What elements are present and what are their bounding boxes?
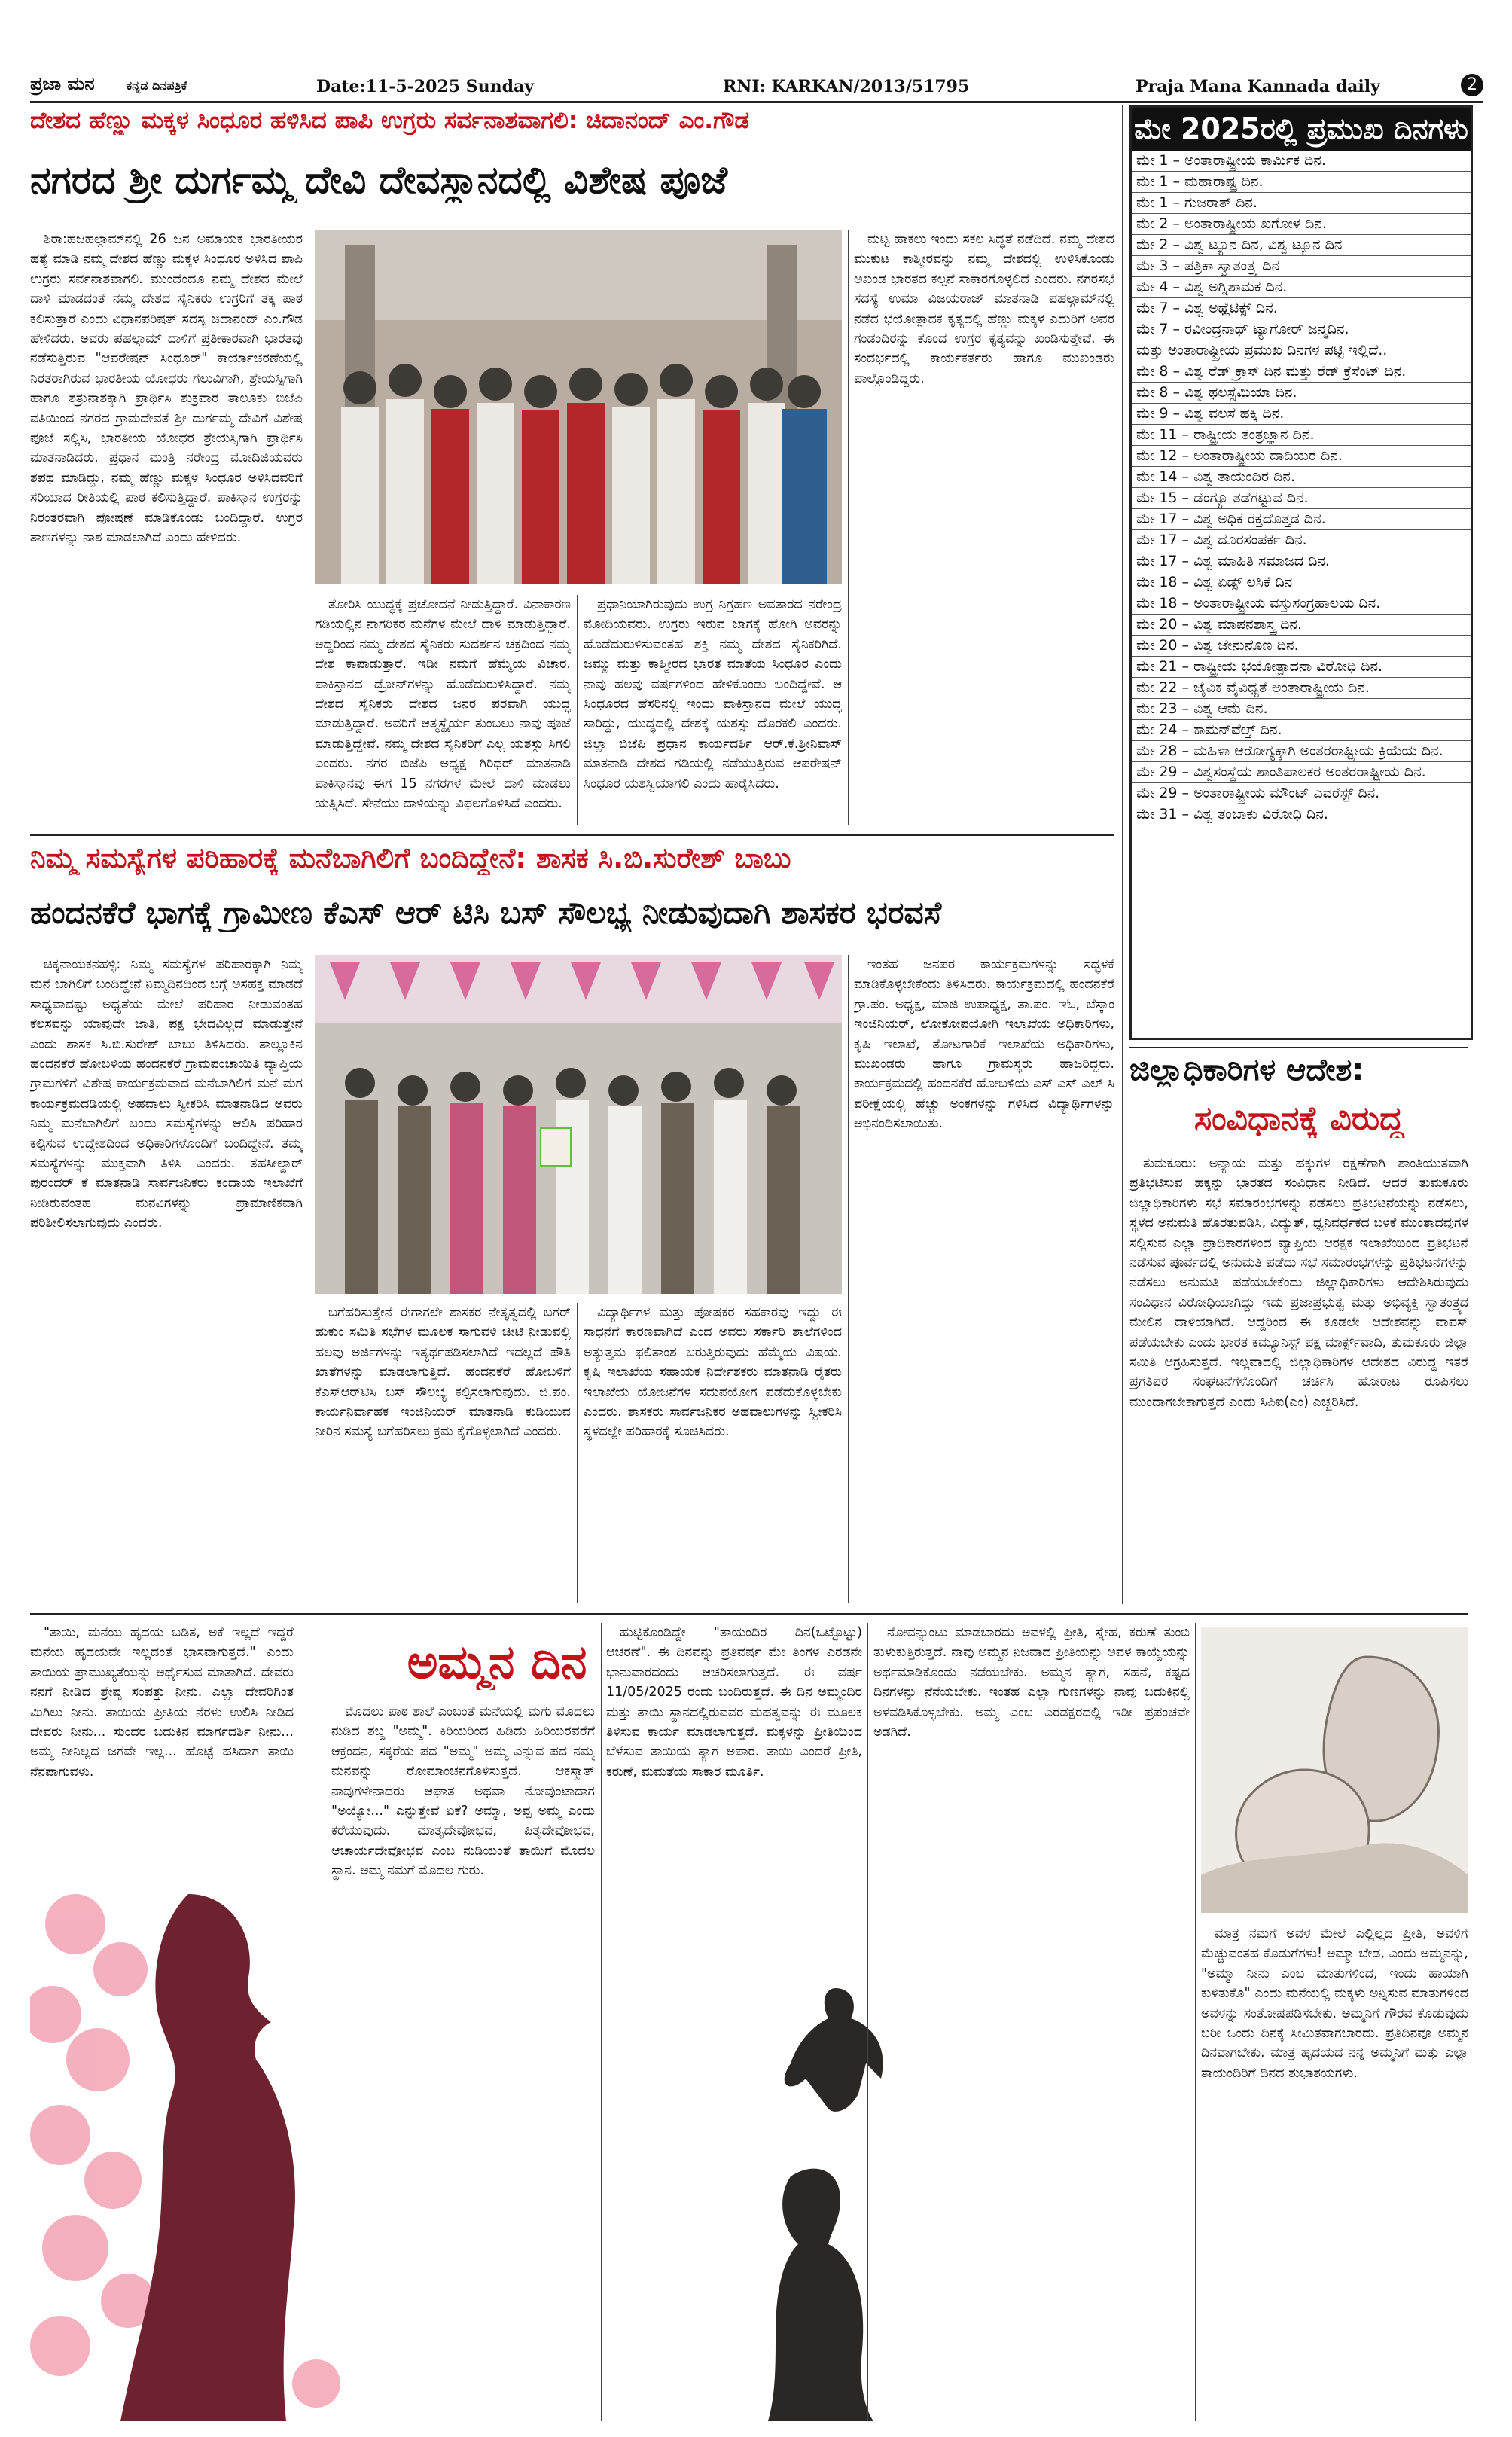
temple-crowd-photo	[315, 230, 842, 584]
masthead	[30, 72, 1483, 103]
dates-list-item: ಮೇ 15 – ಡೆಂಗ್ಯೂ ತಡೆಗಟ್ಟುವ ದಿನ.	[1132, 488, 1471, 509]
dates-list-item: ಮೇ 29 – ವಿಶ್ವಸಂಸ್ಥೆಯ ಶಾಂತಿಪಾಲಕರ ಅಂತರರಾಷ್ಟ್ರೀಯ ದಿನ.	[1132, 762, 1471, 783]
story4-col4: ನೋವನ್ನುಂಟು ಮಾಡಬಾರದು ಅವಳಲ್ಲಿ ಪ್ರೀತಿ, ಸ್ನೇಹ, ಕರುಣೆ ತುಂಬಿ ತುಳುಕುತ್ತಿರುತ್ತದೆ. ನಾವು ಅಮ್ಮನ ನಿಜವಾದ ಪ್ರೀತಿಯನ್ನು ಅವಳ ಕಾಯ್ದೆಯನ್ನು ಅರ್ಥಮಾಡಿಕೊಂಡು ನಡೆಯಬೇಕು. ಅಮ್ಮನ ತ್ಯಾಗ, ಸಹನೆ, ಕಷ್ಟದ ದಿನಗಳನ್ನು ನೆನೆಯಬೇಕು. ಇಂತಹ ಎಲ್ಲಾ ಗುಣಗಳನ್ನು ನಾವು ಬದುಕಿನಲ್ಲಿ ಅಳವಡಿಸಿಕೊಳ್ಳಬೇಕು. ಅಮ್ಮ ಎಂಬ ಎರಡಕ್ಷರದಲ್ಲಿ ಇಡೀ ಪ್ರಪಂಚವೇ ಅಡಗಿದೆ.	[873, 1625, 1190, 1740]
dates-box-title: ಮೇ 2025ರಲ್ಲಿ ಪ್ರಮುಖ ದಿನಗಳು	[1132, 108, 1471, 151]
story2-headline: ಹಂದನಕೆರೆ ಭಾಗಕ್ಕೆ ಗ್ರಾಮೀಣ ಕೆಎಸ್ ಆರ್ ಟಿಸಿ ಬಸ್ ಸೌಲಭ್ಯ ನೀಡುವುದಾಗಿ ಶಾಸಕರ ಭರವಸೆ	[30, 895, 942, 931]
story2-col2: ಬಗೆಹರಿಸುತ್ತೇನೆ ಈಗಾಗಲೇ ಶಾಸಕರ ನೇತೃತ್ವದಲ್ಲಿ ಬಗರ್ ಹುಕುಂ ಸಮಿತಿ ಸಭೆಗಳ ಮೂಲಕ ಸಾಗುವಳಿ ಚೀಟಿ ನೀಡುವಲ್ಲಿ ಹಲವು ಅರ್ಜಿಗಳನ್ನು ಇತ್ಯರ್ಥಪಡಿಸಲಾಗಿದೆ ಇದಲ್ಲದೆ ಪೌತಿ ಖಾತೆಗಳನ್ನು ಮಾಡಲಾಗುತ್ತಿದೆ. ಹಂದನಕೆರೆ ಹೋಬಳಿಗೆ ಕೆಎಸ್‌ಆರ್‌ಟಿಸಿ ಬಸ್ ಸೌಲಭ್ಯ ಕಲ್ಪಿಸಲಾಗುವುದು. ಜಿ.ಪಂ. ಕಾರ್ಯನಿರ್ವಾಹಕ ಇಂಜಿನಿಯರ್ ಮಾತನಾಡಿ ಕುಡಿಯುವ ನೀರಿನ ಸಮಸ್ಯೆ ಬಗೆಹರಿಸಲು ಕ್ರಮ ಕೈಗೊಳ್ಳಲಾಗಿದೆ ಎಂದರು.	[315, 1305, 571, 1440]
divider	[30, 1613, 1468, 1615]
story1-col4: ಮಟ್ಟ ಹಾಕಲು ಇಂದು ಸಕಲ ಸಿದ್ಧತೆ ನಡೆದಿದೆ. ನಮ್ಮ ದೇಶದ ಮುಕುಟ ಕಾಶ್ಮೀರವನ್ನು ನಮ್ಮ ದೇಶದಲ್ಲಿ ಉಳಿಸಿಕೊಂಡು ಅಖಂಡ ಭಾರತದ ಕಲ್ಪನೆ ಸಾಕಾರಗೊಳ್ಳಲಿದೆ ಎಂದರು. ನಗರಸಭೆ ಸದಸ್ಯೆ ಉಮಾ ವಿಜಯರಾಜ್ ಮಾತನಾಡಿ ಪಹಲ್ಗಾಮ್‌ನಲ್ಲಿ ನಡೆದ ಭಯೋತ್ಪಾದಕ ಕೃತ್ಯದಲ್ಲಿ ಹೆಣ್ಣು ಮಕ್ಕಳ ಎದುರಿಗೆ ಅವರ ಗಂಡಂದಿರನ್ನು ಕೊಂದ ಉಗ್ರರ ಕೃತ್ಯವನ್ನು ಖಂಡಿಸುತ್ತೇವೆ. ಈ ಸಂದರ್ಭದಲ್ಲಿ ಕಾರ್ಯಕರ್ತರು ಹಾಗೂ ಮುಖಂಡರು ಪಾಲ್ಗೊಂಡಿದ್ದರು.	[854, 232, 1114, 386]
divider	[30, 834, 1114, 836]
story1-headline: ನಗರದ ಶ್ರೀ ದುರ್ಗಮ್ಮ ದೇವಿ ದೇವಸ್ಥಾನದಲ್ಲಿ ವಿಶೇಷ ಪೂಜೆ	[30, 158, 727, 202]
dates-list-item: ಮೇ 17 – ವಿಶ್ವ ಅಧಿಕ ರಕ್ತದೊತ್ತಡ ದಿನ.	[1132, 509, 1471, 530]
column-rule	[1195, 1623, 1196, 2421]
dates-list-item: ಮೇ 14 – ವಿಶ್ವ ತಾಯಂದಿರ ದಿನ.	[1132, 467, 1471, 488]
column-rule	[867, 1623, 868, 2421]
story2-col3: ವಿದ್ಯಾರ್ಥಿಗಳ ಮತ್ತು ಪೋಷಕರ ಸಹಕಾರವು ಇದ್ದು ಈ ಸಾಧನೆಗೆ ಕಾರಣವಾಗಿದೆ ಎಂದ ಅವರು ಸರ್ಕಾರಿ ಶಾಲೆಗಳಿಂದ ಅತ್ಯುತ್ತಮ ಫಲಿತಾಂಶ ಬರುತ್ತಿರುವುದು ಹೆಮ್ಮೆಯ ವಿಷಯ. ಕೃಷಿ ಇಲಾಖೆಯ ಸಹಾಯಕ ನಿರ್ದೇಶಕರು ಮಾತನಾಡಿ ರೈತರು ಇಲಾಖೆಯ ಯೋಜನೆಗಳ ಸದುಪಯೋಗ ಪಡೆದುಕೊಳ್ಳಬೇಕು ಎಂದರು. ಶಾಸಕರು ಸಾರ್ವಜನಿಕರ ಅಹವಾಲುಗಳನ್ನು ಸ್ವೀಕರಿಸಿ ಸ್ಥಳದಲ್ಲೇ ಪರಿಹಾರಕ್ಕೆ ಸೂಚಿಸಿದರು.	[584, 1305, 842, 1440]
dates-list-item: ಮೇ 21 – ರಾಷ್ಟ್ರೀಯ ಭಯೋತ್ಪಾದನಾ ವಿರೋಧಿ ದಿನ.	[1132, 657, 1471, 678]
dates-list-item: ಮತ್ತು ಅಂತಾರಾಷ್ಟ್ರೀಯ ಪ್ರಮುಖ ದಿನಗಳ ಪಟ್ಟಿ ಇಲ್ಲಿದೆ..	[1132, 340, 1471, 361]
story2-kicker: ನಿಮ್ಮ ಸಮಸ್ಯೆಗಳ ಪರಿಹಾರಕ್ಕೆ ಮನೆಬಾಗಿಲಿಗೆ ಬಂದಿದ್ದೇನೆ: ಶಾಸಕ ಸಿ.ಬಿ.ಸುರೇಶ್ ಬಾಬು	[30, 842, 791, 874]
story1-kicker: ದೇಶದ ಹೆಣ್ಣು ಮಕ್ಕಳ ಸಿಂಧೂರ ಹಳಿಸಿದ ಪಾಪಿ ಉಗ್ರರು ಸರ್ವನಾಶವಾಗಲಿ: ಚಿದಾನಂದ್ ಎಂ.ಗೌಡ	[30, 107, 750, 134]
dates-list-item: ಮೇ 11 – ರಾಷ್ಟ್ರೀಯ ತಂತ್ರಜ್ಞಾನ ದಿನ.	[1132, 425, 1471, 446]
masthead-date: Date:11-5-2025 Sunday	[316, 77, 534, 96]
column-rule	[577, 1303, 578, 1603]
dates-list-item: ಮೇ 3 – ಪತ್ರಿಕಾ ಸ್ವಾತಂತ್ರ್ಯ ದಿನ	[1132, 256, 1471, 277]
divider	[1129, 1047, 1468, 1048]
dates-list-item: ಮೇ 22 – ಜೈವಿಕ ವೈವಿಧ್ಯತೆ ಅಂತಾರಾಷ್ಟ್ರೀಯ ದಿನ.	[1132, 678, 1471, 699]
story4-col3: ಹುಟ್ಟಿಕೊಂಡಿದ್ದೇ "ತಾಯಂದಿರ ದಿನ(ಒಟ್ಟೊಟ್ಟು) ಆಚರಣೆ". ಈ ದಿನವನ್ನು ಪ್ರತಿವರ್ಷ ಮೇ ತಿಂಗಳ ಎರಡನೇ ಭಾನುವಾರದಂದು ಆಚರಿಸಲಾಗುತ್ತದೆ. ಈ ವರ್ಷ 11/05/2025 ರಂದು ಬಂದಿರುತ್ತದೆ. ಈ ದಿನ ಅಮ್ಮಂದಿರ ಮತ್ತು ತಾಯಿ ಸ್ಥಾನದಲ್ಲಿರುವವರ ಮಹತ್ವವನ್ನು ಈ ಮೂಲಕ ತಿಳಿಸುವ ಕಾರ್ಯ ಮಾಡಲಾಗುತ್ತದೆ. ಮಕ್ಕಳನ್ನು ಪ್ರೀತಿಯಿಂದ ಬೆಳೆಸುವ ತಾಯಿಯ ತ್ಯಾಗ ಅಪಾರ. ತಾಯಿ ಎಂದರೆ ಪ್ರೀತಿ, ಕರುಣೆ, ಮಮತೆಯ ಸಾಕಾರ ಮೂರ್ತಿ.	[606, 1625, 862, 1780]
story3-body: ತುಮಕೂರು: ಅನ್ಯಾಯ ಮತ್ತು ಹಕ್ಕುಗಳ ರಕ್ಷಣೆಗಾಗಿ ಶಾಂತಿಯುತವಾಗಿ ಪ್ರತಿಭಟಿಸುವ ಹಕ್ಕನ್ನು ಭಾರತದ ಸಂವಿಧಾನ ನೀಡಿದೆ. ಆದರೆ ತುಮಕೂರು ಜಿಲ್ಲಾಧಿಕಾರಿಗಳು ಸಭೆ ಸಮಾರಂಭಗಳನ್ನು ನಡೆಸಲು ಪ್ರತಿಭಟನೆಯನ್ನು ನಡೆಸಲು, ಸ್ಥಳದ ಅನುಮತಿ ಹೊರತುಪಡಿಸಿ, ವಿದ್ಯುತ್, ಧ್ವನಿವರ್ಧಕದ ಬಳಕೆ ಮುಂತಾದವುಗಳ ಸಲ್ಲಿಸುವ ಎಲ್ಲಾ ಪ್ರಾಧಿಕಾರಗಳಿಂದ ವ್ಯಾಪ್ತಿಯ ಆರಕ್ಷಕ ಇಲಾಖೆಯಿಂದ ಪ್ರತಿಭಟನೆ ನಡೆಸುವ ಪೂರ್ವದಲ್ಲಿ ಅನುಮತಿ ಪಡೆದು ಸಭೆ ಸಮಾರಂಭಗಳನ್ನು ಪ್ರತಿಭಟನೆಗಳನ್ನು ನಡೆಸಲು ಅನುಮತಿ ಪಡೆಯಬೇಕೆಂದು ಜಿಲ್ಲಾಧಿಕಾರಿಗಳು ಆದೇಶಿಸಿರುವುದು ಸಂವಿಧಾನ ವಿರೋಧಿಯಾಗಿದ್ದು ಇದು ಪ್ರಜಾಪ್ರಭುತ್ವ ಮತ್ತು ಅಭಿವ್ಯಕ್ತಿ ಸ್ವಾತಂತ್ರ್ಯದ ಮೇಲಿನ ದಾಳಿಯಾಗಿದೆ. ಆದ್ದರಿಂದ ಈ ಕೂಡಲೇ ಆದೇಶವನ್ನು ವಾಪಸ್ ಪಡೆಯಬೇಕು ಎಂದು ಭಾರತ ಕಮ್ಯೂನಿಸ್ಟ್ ಪಕ್ಷ ಮಾರ್ಕ್ಸ್‌ವಾದಿ, ತುಮಕೂರು ಜಿಲ್ಲಾ ಸಮಿತಿ ಆಗ್ರಹಿಸುತ್ತದೆ. ಇಲ್ಲವಾದಲ್ಲಿ ಜಿಲ್ಲಾಧಿಕಾರಿಗಳ ಆದೇಶದ ವಿರುದ್ಧ ಇತರೆ ಪ್ರಗತಿಪರ ಸಂಘಟನೆಗಳೊಂದಿಗೆ ಚರ್ಚಿಸಿ ಹೋರಾಟ ರೂಪಿಸಲು ಮುಂದಾಗಬೇಕಾಗುತ್ತದೆ ಎಂದು ಸಿಪಿಐ(ಎಂ) ಎಚ್ಚರಿಸಿದೆ.	[1129, 1156, 1468, 1410]
dates-list	[1132, 151, 1471, 825]
dates-list-item: ಮೇ 23 – ವಿಶ್ವ ಆಮೆ ದಿನ.	[1132, 699, 1471, 720]
dates-list-item: ಮೇ 7 – ರವೀಂದ್ರನಾಥ್ ಟ್ಯಾಗೋರ್ ಜನ್ಮದಿನ.	[1132, 319, 1471, 340]
story3-headline: ಜಿಲ್ಲಾಧಿಕಾರಿಗಳ ಆದೇಶ:	[1129, 1053, 1364, 1087]
dates-list-item: ಮೇ 4 – ವಿಶ್ವ ಅಗ್ನಿಶಾಮಕ ದಿನ.	[1132, 277, 1471, 298]
masthead-rni: RNI: KARKAN/2013/51795	[723, 77, 970, 96]
dates-list-item: ಮೇ 2 – ವಿಶ್ವ ಟ್ಯೂನ ದಿನ, ವಿಶ್ವ ಟ್ಯೂನ ದಿನ	[1132, 235, 1471, 256]
dates-list-item: ಮೇ 1 – ಅಂತಾರಾಷ್ಟ್ರೀಯ ಕಾರ್ಮಿಕ ದಿನ.	[1132, 151, 1471, 172]
story2-col1: ಚಿಕ್ಕನಾಯಕನಹಳ್ಳಿ: ನಿಮ್ಮ ಸಮಸ್ಯೆಗಳ ಪರಿಹಾರಕ್ಕಾಗಿ ನಿಮ್ಮ ಮನೆ ಬಾಗಿಲಿಗೆ ಬಂದಿದ್ದೇನೆ ನಿಮ್ಮದಿನದಿಂದ ಬಗ್ಗೆ ಅಸಹಕ್ತ ಮಾಡದೆ ಸಾಧ್ಯವಾದಷ್ಟು ಅಧ್ಯತೆಯ ಮೇಲೆ ಪರಿಹಾರ ನೀಡುವಂತಹ ಕೆಲಸವನ್ನು ಯಾವುದೇ ಜಾತಿ, ಪಕ್ಷ ಭೇದವಿಲ್ಲದೆ ಮಾಡುತ್ತೇನೆ ಎಂದು ಶಾಸಕ ಸಿ.ಬಿ.ಸುರೇಶ್ ಬಾಬು ತಿಳಿಸಿದರು. ತಾಲ್ಲೂಕಿನ ಹಂದನಕೆರೆ ಹೋಬಳಿಯ ಹಂದನಕೆರೆ ಗ್ರಾಮಪಂಚಾಯಿತಿ ವ್ಯಾಪ್ತಿಯ ಗ್ರಾಮಗಳಿಗೆ ವಿಶೇಷ ಕಾರ್ಯಕ್ರಮವಾದ ಮನೆಬಾಗಿಲಿಗೆ ಮನೆ ಮಗ ಕಾರ್ಯಕ್ರಮದಡಿಯಲ್ಲಿ ಅಹವಾಲು ಸ್ವೀಕರಿಸಿ ಮಾತನಾಡಿದ ಅವರು ನಿಮ್ಮ ಮನೆಬಾಗಿಲಿಗೆ ಬಂದು ಸಮಸ್ಯೆಗಳನ್ನು ಆಲಿಸಿ ಪರಿಹಾರ ಕಲ್ಪಿಸುವ ಉದ್ದೇಶದಿಂದ ಅಧಿಕಾರಿಗಳೊಂದಿಗೆ ಬಂದಿದ್ದೇನೆ. ತಮ್ಮ ಸಮಸ್ಯೆಗಳನ್ನು ಮುಕ್ತವಾಗಿ ತಿಳಿಸಿ ಎಂದರು. ತಹಸೀಲ್ದಾರ್ ಪುರಂದರ್ ಕೆ ಮಾತನಾಡಿ ಸಾರ್ವಜನಿಕರು ಕಂದಾಯ ಇಲಾಖೆಗೆ ನೀಡಿರುವಂತಹ ಮನವಿಗಳನ್ನು ಪ್ರಾಮಾಣಿಕವಾಗಿ ಪರಿಶೀಲಿಸಲಾಗುವುದು ಎಂದರು.	[30, 957, 303, 1231]
page-number: 2	[1461, 74, 1483, 96]
mother-baby-sketch-illustration	[1201, 1627, 1468, 1913]
story4-col5: ಮಾತ್ರ ನಮಗೆ ಅವಳ ಮೇಲೆ ಎಲ್ಲಿಲ್ಲದ ಪ್ರೀತಿ, ಅವಳಿಗೆ ಮೆಚ್ಚುವಂತಹ ಕೊಡುಗೆಗಳು! ಅಮ್ಮಾ ಬೇಡ, ಎಂದು ಅಮ್ಮನನ್ನು, "ಅಮ್ಮಾ ನೀನು ಎಂಬ ಮಾತುಗಳಿಂದ, ಇಂದು ಹಾಯಾಗಿ ಕುಳಿತುಕೊ" ಎಂದು ಮನೆಯಲ್ಲಿ ಮಕ್ಕಳು ಅನ್ನಿಸುವ ಮಾತುಗಳಿಂದ ಅವಳನ್ನು ಸಂತೋಷಪಡಿಸಬೇಕು. ಅಮ್ಮನಿಗೆ ಗೌರವ ಕೊಡುವುದು ಬರೀ ಒಂದು ದಿನಕ್ಕೆ ಸೀಮಿತವಾಗಬಾರದು. ಪ್ರತಿದಿನವೂ ಅಮ್ಮನ ದಿನವಾಗಬೇಕು. ಮಾತ್ರ ಹೃದಯದ ನನ್ನ ಅಮ್ಮನಿಗೆ ಮತ್ತು ಎಲ್ಲಾ ತಾಯಂದಿರಿಗೆ ದಿನದ ಶುಭಾಶಯಗಳು.	[1201, 1926, 1468, 2081]
masthead-logo: ಪ್ರಜಾ ಮನ	[30, 72, 95, 94]
column-rule	[601, 1623, 602, 2421]
story2-photo	[315, 955, 842, 1294]
story4-headline: ಅಮ್ಮನ ದಿನ	[407, 1634, 587, 1689]
masthead-paper-name: Praja Mana Kannada daily	[1136, 77, 1380, 96]
dates-box	[1129, 105, 1473, 1040]
dates-list-item: ಮೇ 8 – ವಿಶ್ವ ರೆಡ್ ಕ್ರಾಸ್ ದಿನ ಮತ್ತು ರೆಡ್ ಕ್ರೆಸೆಂಟ್ ದಿನ.	[1132, 361, 1471, 383]
dates-list-item: ಮೇ 28 – ಮಹಿಳಾ ಆರೋಗ್ಯಕ್ಕಾಗಿ ಅಂತರರಾಷ್ಟ್ರೀಯ ಕ್ರಿಯೆಯ ದಿನ.	[1132, 741, 1471, 762]
story4-photo	[1201, 1627, 1468, 1913]
felicitation-stage-photo	[315, 955, 842, 1294]
story1-col2: ತೋರಿಸಿ ಯುದ್ಧಕ್ಕೆ ಪ್ರಚೋದನೆ ನೀಡುತ್ತಿದ್ದಾರೆ. ವಿನಾಕಾರಣ ಗಡಿಯಲ್ಲಿನ ನಾಗರಿಕರ ಮನೆಗಳ ಮೇಲೆ ದಾಳಿ ಮಾಡುತ್ತಿದ್ದಾರೆ. ಅದ್ದರಿಂದ ನಮ್ಮ ದೇಶದ ಸೈನಿಕರು ಸುದರ್ಶನ ಚಕ್ರದಿಂದ ನಮ್ಮ ದೇಶ ಕಾಪಾಡುತ್ತಾರೆ. ಇಡೀ ನಮಗೆ ಹೆಮ್ಮೆಯ ವಿಚಾರ. ಪಾಕಿಸ್ತಾನದ ಡ್ರೋನ್‌ಗಳನ್ನು ಹೊಡೆದುರುಳಿಸಿದ್ದಾರೆ. ನಮ್ಮ ದೇಶದ ಸೈನಿಕರು ದೇಶದ ಜನರ ಪರವಾಗಿ ಯುದ್ಧ ಮಾಡುತ್ತಿದ್ದಾರೆ. ಅವರಿಗೆ ಆತ್ಮಸ್ಥೈರ್ಯ ತುಂಬಲು ನಾವು ಪೂಜೆ ಮಾಡುತ್ತಿದ್ದೇವೆ. ನಮ್ಮ ದೇಶದ ಸೈನಿಕರಿಗೆ ಎಲ್ಲ ಯಶಸ್ಸು ಸಿಗಲಿ ಎಂದರು. ನಗರ ಬಿಜೆಪಿ ಅಧ್ಯಕ್ಷ ಗಿರಿಧರ್ ಮಾತನಾಡಿ ಪಾಕಿಸ್ತಾನವು ಈಗ 15 ನಗರಗಳ ಮೇಲೆ ದಾಳಿ ಮಾಡಲು ಯತ್ನಿಸಿದೆ. ಸೇನೆಯು ದಾಳಿಯನ್ನು ವಿಫಲಗೊಳಿಸಿದೆ ಎಂದರು.	[315, 597, 571, 812]
story4-col2: ಮೊದಲು ಪಾಠ ಶಾಲೆ ಎಂಬಂತೆ ಮನೆಯಲ್ಲಿ ಮಗು ಮೊದಲು ನುಡಿದ ಶಬ್ದ "ಅಮ್ಮ". ಕಿರಿಯರಿಂದ ಹಿಡಿದು ಹಿರಿಯರವರೆಗೆ ಆಕ್ರಂದನ, ಸಕ್ಕರೆಯ ಪದ "ಅಮ್ಮ" ಅಮ್ಮ ಎನ್ನುವ ಪದ ನಮ್ಮ ಮನವನ್ನು ರೋಮಾಂಚನಗೊಳಿಸುತ್ತದೆ. ಆಕಸ್ಮಾತ್ ನಾವುಗಳೇನಾದರು ಆಘಾತ ಅಥವಾ ನೋವುಂಟಾದಾಗ "ಅಯ್ಯೋ..." ಎನ್ನುತ್ತೇವೆ ಏಕೆ? ಅಮ್ಮಾ, ಅಪ್ಪ ಅಮ್ಮ ಎಂದು ಕರೆಯುವುದು. ಮಾತೃದೇವೋಭವ, ಪಿತೃದೇವೋಭವ, ಆಚಾರ್ಯದೇವೋಭವ ಎಂಬ ನುಡಿಯಂತೆ ತಾಯಿಗೆ ಮೊದಲ ಸ್ಥಾನ. ಅಮ್ಮ ನಮಗೆ ಮೊದಲ ಗುರು.	[331, 1704, 595, 1879]
dates-list-item: ಮೇ 2 – ಅಂತಾರಾಷ್ಟ್ರೀಯ ಖಗೋಳ ದಿನ.	[1132, 214, 1471, 235]
column-rule	[577, 595, 578, 825]
dates-list-item: ಮೇ 12 – ಅಂತಾರಾಷ್ಟ್ರೀಯ ದಾದಿಯರ ದಿನ.	[1132, 446, 1471, 467]
dates-list-item: ಮೇ 17 – ವಿಶ್ವ ದೂರಸಂಪರ್ಕ ದಿನ.	[1132, 530, 1471, 551]
dates-list-item: ಮೇ 8 – ವಿಶ್ವ ಥಲಸ್ಸೆಮಿಯಾ ದಿನ.	[1132, 383, 1471, 404]
dates-list-item: ಮೇ 18 – ವಿಶ್ವ ಏಡ್ಸ್ ಲಸಿಕೆ ದಿನ	[1132, 572, 1471, 593]
dates-list-item: ಮೇ 9 – ವಿಶ್ವ ವಲಸೆ ಹಕ್ಕಿ ದಿನ.	[1132, 404, 1471, 425]
column-rule	[848, 230, 849, 825]
column-rule	[1122, 105, 1123, 1604]
story1-col3: ಪ್ರಧಾನಿಯಾಗಿರುವುದು ಉಗ್ರ ನಿಗ್ರಹಣ ಅವತಾರದ ನರೇಂದ್ರ ಮೋದಿಯವರು. ಉಗ್ರರು ಇರುವ ಜಾಗಕ್ಕೆ ಹೋಗಿ ಅವರನ್ನು ಹೊಡೆದುರುಳಿಸುವಂತಹ ಶಕ್ತಿ ನಮ್ಮ ದೇಶದ ಸೈನಿಕರಿಗಿದೆ. ಜಮ್ಮು ಮತ್ತು ಕಾಶ್ಮೀರದ ಭಾರತ ಮಾತೆಯ ಸಿಂಧೂರ ಎಂದು ನಾವು ಹಲವು ವರ್ಷಗಳಿಂದ ಹೇಳಿಕೊಂಡು ಬಂದಿದ್ದೇವೆ. ಆ ಸಿಂಧೂರದ ಹೆಸರಿನಲ್ಲಿ ಇಂದು ಪಾಕಿಸ್ತಾನದ ಮೇಲೆ ಯುದ್ಧ ಸಾರಿದ್ದು, ಯುದ್ಧದಲ್ಲಿ ದೇಶಕ್ಕೆ ಯಶಸ್ಸು ದೊರಕಲಿ ಎಂದರು. ಜಿಲ್ಲಾ ಬಿಜೆಪಿ ಪ್ರಧಾನ ಕಾರ್ಯದರ್ಶಿ ಆರ್.ಕೆ.ಶ್ರೀನಿವಾಸ್ ಮಾತನಾಡಿ ದೇಶದ ಗಡಿಯಲ್ಲಿ ನಡೆಯುತ್ತಿರುವ ಆಪರೇಷನ್ ಸಿಂಧೂರ ಯಶಸ್ವಿಯಾಗಲಿ ಎಂದು ಹಾರೈಸಿದರು.	[584, 597, 842, 791]
dates-list-item: ಮೇ 20 – ವಿಶ್ವ ಮಾಪನಶಾಸ್ತ್ರ ದಿನ.	[1132, 615, 1471, 636]
story4-col1: "ತಾಯಿ, ಮನೆಯ ಹೃದಯ ಬಡಿತ, ಅಕೆ ಇಲ್ಲದೆ ಇದ್ದರೆ ಮನೆಯ ಹೃದಯವೇ ಇಲ್ಲದಂತೆ ಭಾಸವಾಗುತ್ತದೆ." ಎಂದು ತಾಯಿಯ ಪ್ರಾಮುಖ್ಯತೆಯನ್ನು ಅರ್ಥೈಸುವ ಮಾತಾಗಿದೆ. ದೇವರು ನನಗೆ ನೀಡಿದ ಶ್ರೇಷ್ಠ ಸಂಪತ್ತು ನೀನು. ಎಲ್ಲಾ ದೇವರಿಗಿಂತ ಮಿಗಿಲು ನೀನು. ತಾಯಿಯ ಪ್ರೀತಿಯ ನೆರಳು ಉಲಿಸಿ ನೀಡಿದ ದೇವರು ನೀನು... ಸುಂದರ ಬದುಕಿನ ಮಾರ್ಗದರ್ಶಿ ನೀನು... ಅಮ್ಮ ನೀನಿಲ್ಲದ ಜಗವೇ ಇಲ್ಲ... ಹೊಟ್ಟೆ ಹಸಿದಾಗ ತಾಯಿ ನೆನಪಾಗುವಳು.	[30, 1625, 294, 1780]
dates-list-item: ಮೇ 31 – ವಿಶ್ವ ತಂಬಾಕು ವಿರೋಧಿ ದಿನ.	[1132, 804, 1471, 825]
dates-list-item: ಮೇ 7 – ವಿಶ್ವ ಅಥ್ಲೆಟಿಕ್ಸ್ ದಿನ.	[1132, 298, 1471, 319]
dates-list-item: ಮೇ 17 – ವಿಶ್ವ ಮಾಹಿತಿ ಸಮಾಜದ ದಿನ.	[1132, 551, 1471, 572]
story1-photo	[315, 230, 842, 584]
dates-list-item: ಮೇ 1 – ಗುಜರಾತ್ ದಿನ.	[1132, 193, 1471, 214]
column-rule	[848, 955, 849, 1603]
story1-col1: ಶಿರಾ:ಹಜಹಲ್ಗಾಮ್‌ನಲ್ಲಿ 26 ಜನ ಅಮಾಯಕ ಭಾರತೀಯರ ಹತ್ಯೆ ಮಾಡಿ ನಮ್ಮ ದೇಶದ ಹೆಣ್ಣು ಮಕ್ಕಳ ಸಿಂಧೂರ ಅಳಿಸಿದ ಪಾಪಿ ಉಗ್ರರು ಸರ್ವನಾಶವಾಗಲಿ. ಮುಂದೆಂದೂ ನಮ್ಮ ದೇಶದ ಮೇಲೆ ದಾಳಿ ಮಾಡದಂತೆ ನಮ್ಮ ದೇಶದ ಸೈನಿಕರು ಉಗ್ರರಿಗೆ ತಕ್ಕ ಪಾಠ ಕಲಿಸುತ್ತಾರೆ ಎಂದು ವಿಧಾನಪರಿಷತ್ ಸದಸ್ಯ ಚಿದಾನಂದ್ ಎಂ.ಗೌಡ ಹೇಳಿದರು. ಅವರು ಪಹಲ್ಗಾಮ್ ದಾಳಿಗೆ ಪ್ರತೀಕಾರವಾಗಿ ಭಾರತವು ನಡೆಸುತ್ತಿರುವ "ಆಪರೇಷನ್ ಸಿಂಧೂರ್" ಕಾರ್ಯಾಚರಣೆಯಲ್ಲಿ ನಿರತರಾಗಿರುವ ಭಾರತೀಯ ಯೋಧರು ಗೆಲುವಿಗಾಗಿ, ಶ್ರೇಯಸ್ಸಿಗಾಗಿ ಹಾಗೂ ಶತ್ರುನಾಶಕ್ಕಾಗಿ ಪ್ರಾರ್ಥಿಸಿ ಶುಕ್ರವಾರ ತಾಲೂಕು ಬಿಜೆಪಿ ವತಿಯಿಂದ ನಗರದ ಗ್ರಾಮದೇವತೆ ಶ್ರೀ ದುರ್ಗಮ್ಮ ದೇವಿಗೆ ವಿಶೇಷ ಪೂಜೆ ಸಲ್ಲಿಸಿ, ಭಾರತೀಯ ಯೋಧರ ಶ್ರೇಯಸ್ಸಿಗಾಗಿ ಪ್ರಾರ್ಥಿಸಿ ಮಾತನಾಡಿದರು. ಪ್ರಧಾನ ಮಂತ್ರಿ ನರೇಂದ್ರ ಮೋದಿಜಿಯವರು ಶಪಥ ಮಾಡಿದ್ದು, ನಮ್ಮ ಹೆಣ್ಣು ಮಕ್ಕಳ ಸಿಂಧೂರ ಅಳಿಸಿದವರಿಗೆ ಸರಿಯಾದ ರೀತಿಯಲ್ಲಿ ಪಾಠ ಕಲಿಸುತ್ತಿದ್ದಾರೆ. ಪಾಕಿಸ್ತಾನ ಉಗ್ರರನ್ನು ನಿರಂತರವಾಗಿ ಪೋಷಣೆ ಮಾಡಿಕೊಂಡು ಬಂದಿದ್ದಾರೆ. ಉಗ್ರರ ತಾಣಗಳನ್ನು ನಾಶ ಮಾಡಲಾಗಿದೆ ಎಂದು ಹೇಳಿದರು.	[30, 232, 303, 546]
dates-list-item: ಮೇ 18 – ಅಂತಾರಾಷ್ಟ್ರೀಯ ವಸ್ತುಸಂಗ್ರಹಾಲಯ ದಿನ.	[1132, 593, 1471, 615]
masthead-logo-sub: ಕನ್ನಡ ದಿನಪತ್ರಿಕೆ	[127, 78, 187, 93]
dates-list-item: ಮೇ 20 – ವಿಶ್ವ ಜೇನುನೊಣ ದಿನ.	[1132, 636, 1471, 657]
dates-list-item: ಮೇ 24 – ಕಾಮನ್‌ವೆಲ್ತ್ ದಿನ.	[1132, 720, 1471, 741]
story2-col4: ಇಂತಹ ಜನಪರ ಕಾರ್ಯಕ್ರಮಗಳನ್ನು ಸದ್ಭಳಕೆ ಮಾಡಿಕೊಳ್ಳಬೇಕೆಂದು ತಿಳಿಸಿದರು. ಕಾರ್ಯಕ್ರಮದಲ್ಲಿ ಹಂದನಕೆರೆ ಗ್ರಾ.ಪಂ. ಅಧ್ಯಕ್ಷ, ಮಾಜಿ ಉಪಾಧ್ಯಕ್ಷ, ತಾ.ಪಂ. ಇಓ, ಬೆಸ್ಕಾಂ ಇಂಜಿನಿಯರ್, ಲೋಕೋಪಯೋಗಿ ಇಲಾಖೆಯ ಅಧಿಕಾರಿಗಳು, ಕೃಷಿ ಇಲಾಖೆ, ತೋಟಗಾರಿಕೆ ಇಲಾಖೆಯ ಅಧಿಕಾರಿಗಳು, ಮುಖಂಡರು ಹಾಗೂ ಗ್ರಾಮಸ್ಥರು ಹಾಜರಿದ್ದರು. ಕಾರ್ಯಕ್ರಮದಲ್ಲಿ ಹಂದನಕೆರೆ ಹೋಬಳಿಯ ಎಸ್ ಎಸ್ ಎಲ್ ಸಿ ಪರೀಕ್ಷೆಯಲ್ಲಿ ಹೆಚ್ಚು ಅಂಕಗಳನ್ನು ಗಳಿಸಿದ ವಿದ್ಯಾರ್ಥಿಗಳನ್ನು ಅಭಿನಂದಿಸಲಾಯಿತು.	[854, 957, 1114, 1132]
story3-subheadline: ಸಂವಿಧಾನಕ್ಕೆ ವಿರುದ್ಧ	[1193, 1100, 1404, 1138]
dates-list-item: ಮೇ 1 – ಮಹಾರಾಷ್ಟ್ರ ದಿನ.	[1132, 172, 1471, 193]
dates-list-item: ಮೇ 29 – ಅಂತಾರಾಷ್ಟ್ರೀಯ ಮೌಂಟ್ ಎವರೆಸ್ಟ್ ದಿನ.	[1132, 783, 1471, 804]
